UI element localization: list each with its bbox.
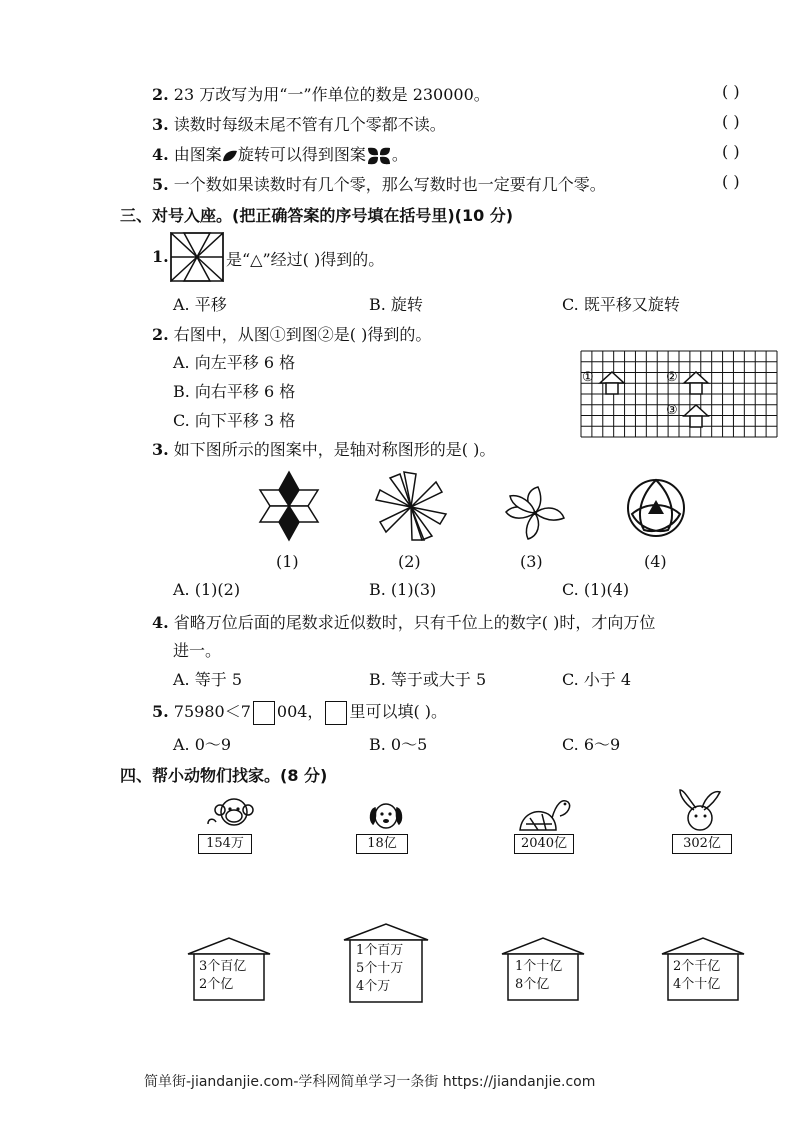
q2-option-a[interactable]: A. 向左平移 6 格 <box>173 353 296 372</box>
grid-label-2: ② <box>666 370 678 385</box>
grid-label-3: ③ <box>666 403 678 418</box>
rabbit-icon[interactable] <box>676 788 724 834</box>
q2-option-c[interactable]: C. 向下平移 3 格 <box>173 411 296 430</box>
q3-question: 3. 如下图所示的图案中，是轴对称图形的是( )。 <box>152 440 496 459</box>
answer-blank[interactable]: ( ) <box>722 82 740 101</box>
translation-grid <box>580 350 778 438</box>
q1-option-b[interactable]: B. 旋转 <box>369 295 423 314</box>
digit-blank-box[interactable] <box>253 701 275 725</box>
q5-question: 5. 75980＜7 004， 里可以填( )。 <box>152 699 447 725</box>
q4-option-c[interactable]: C. 小于 4 <box>562 670 632 689</box>
house-1-label: 3个百亿 2个亿 <box>199 959 247 992</box>
q3-option-a[interactable]: A. (1)(2) <box>173 580 241 599</box>
q4-option-b[interactable]: B. 等于或大于 5 <box>369 670 487 689</box>
q2-option-b[interactable]: B. 向右平移 6 格 <box>173 382 296 401</box>
q1-number: 1. <box>152 247 169 266</box>
house-2-label: 1个百万 5个十万 4个万 <box>356 943 404 994</box>
figure-label-3: (3) <box>520 552 543 571</box>
monkey-icon[interactable] <box>204 794 260 836</box>
hexagram-diamond-figure <box>258 470 320 542</box>
figure-label-2: (2) <box>398 552 421 571</box>
judge-item-3: 3. 读数时每级末尾不管有几个零都不读。 <box>152 115 446 134</box>
figure-label-4: (4) <box>644 552 667 571</box>
turtle-icon[interactable] <box>516 792 574 834</box>
answer-blank[interactable]: ( ) <box>722 172 740 191</box>
answer-blank[interactable]: ( ) <box>722 142 740 161</box>
triquetra-knot-figure <box>622 474 690 538</box>
digit-blank-box-ref <box>325 701 347 725</box>
section-heading-4: 四、帮小动物们找家。(8 分) <box>120 766 328 785</box>
q4-question: 4. 省略万位后面的尾数求近似数时，只有千位上的数字( )时，才向万位 <box>152 613 656 632</box>
grid-label-1: ① <box>582 370 594 385</box>
judge-item-5: 5. 一个数如果读数时有几个零，那么写数时也一定要有几个零。 <box>152 175 606 194</box>
q5-option-a[interactable]: A. 0～9 <box>173 735 232 754</box>
judge-item-4: 4. 由图案 旋转可以得到图案 。 <box>152 145 408 164</box>
q5-option-b[interactable]: B. 0～5 <box>369 735 428 754</box>
section-heading-3: 三、对号入座。(把正确答案的序号填在括号里)(10 分) <box>120 206 514 225</box>
q1-option-c[interactable]: C. 既平移又旋转 <box>562 295 680 314</box>
house-4-label: 2个千亿 4个十亿 <box>673 959 721 992</box>
animal-tag-turtle: 2040亿 <box>514 834 574 854</box>
animal-tag-monkey: 154万 <box>198 834 252 854</box>
pinwheel-figure <box>374 470 448 544</box>
animal-tag-rabbit: 302亿 <box>672 834 732 854</box>
q5-option-c[interactable]: C. 6～9 <box>562 735 621 754</box>
q3-option-c[interactable]: C. (1)(4) <box>562 580 630 599</box>
q3-option-b[interactable]: B. (1)(3) <box>369 580 437 599</box>
answer-blank[interactable]: ( ) <box>722 112 740 131</box>
q1-text: 是“△”经过( )得到的。 <box>226 250 385 269</box>
dog-icon[interactable] <box>366 798 406 836</box>
q4-option-a[interactable]: A. 等于 5 <box>173 670 242 689</box>
house-3-label: 1个十亿 8个亿 <box>515 959 563 992</box>
judge-item-2: 2. 23 万改写为用“一”作单位的数是 230000。 <box>152 85 490 104</box>
page-footer: 简单街-jiandanjie.com-学科网简单学习一条街 https://jiandanjie.com <box>144 1074 596 1090</box>
q1-option-a[interactable]: A. 平移 <box>173 295 227 314</box>
q2-question: 2. 右图中，从图①到图②是( )得到的。 <box>152 325 432 344</box>
bauhinia-flower-figure <box>502 484 568 542</box>
figure-label-1: (1) <box>276 552 299 571</box>
triangle-windmill-figure <box>170 232 224 282</box>
q4-question-cont: 进一。 <box>173 641 222 660</box>
four-leaf-pattern-icon <box>366 146 392 166</box>
leaf-pattern-icon <box>222 149 238 163</box>
animal-tag-dog: 18亿 <box>356 834 408 854</box>
